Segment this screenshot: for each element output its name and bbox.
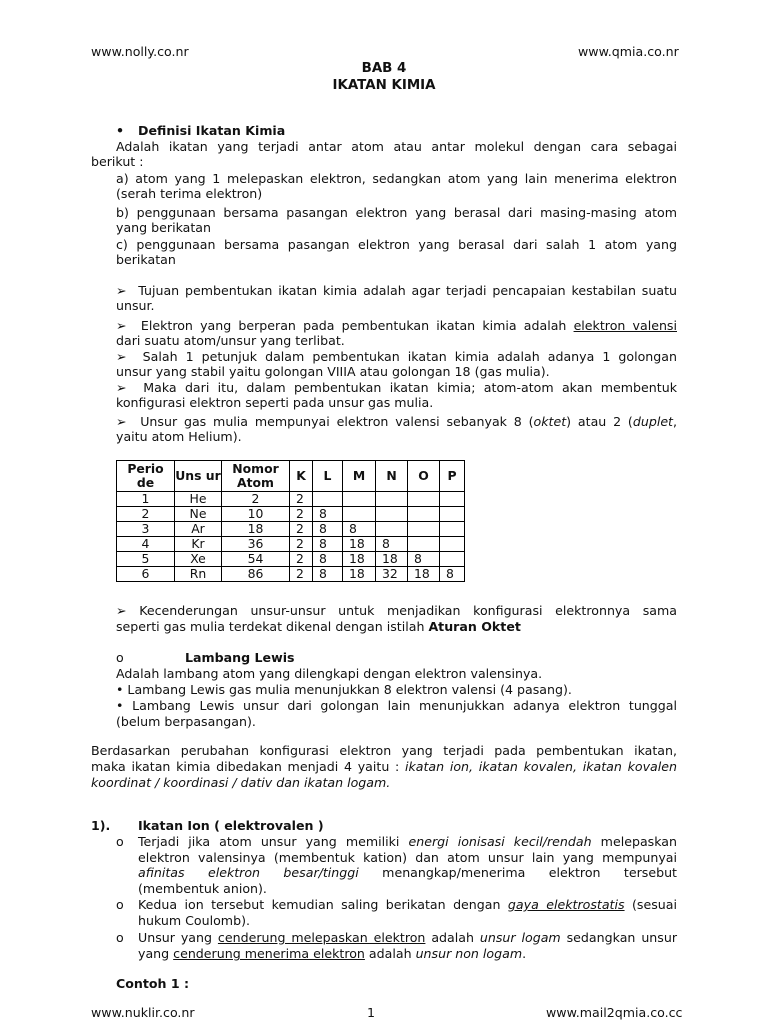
section-number: 1). xyxy=(91,818,111,833)
table-cell xyxy=(408,537,440,552)
table-header-row xyxy=(117,461,465,492)
table-row xyxy=(117,492,465,507)
table-cell xyxy=(343,507,376,522)
footer-right-url: www.mail2qmia.co.cc xyxy=(546,1005,683,1020)
table-cell: 8 xyxy=(313,537,343,552)
table-row xyxy=(117,537,465,552)
table-cell: 54 xyxy=(222,552,290,567)
table-cell: 2 xyxy=(290,492,313,507)
definisi-point-b: b) penggunaan bersama pasangan elektron yang berasal dari masing-masing atom yang berikatan xyxy=(116,205,677,235)
table-cell: 18 xyxy=(343,567,376,582)
column-header: L xyxy=(313,461,343,492)
table-cell: 18 xyxy=(376,552,408,567)
arrow-bullet-icon: ➢ xyxy=(116,380,127,395)
table-cell: 8 xyxy=(408,552,440,567)
table-cell: 8 xyxy=(313,552,343,567)
chapter-name: IKATAN KIMIA xyxy=(332,78,436,93)
definisi-intro: Adalah ikatan yang terjadi antar atom atau antar molekul dengan cara sebagai xyxy=(116,139,677,154)
table-cell xyxy=(376,522,408,537)
definisi-point-a: a) atom yang 1 melepaskan elektron, sedangkan atom yang lain menerima elektron (serah terima elektron) xyxy=(116,171,677,201)
arrow-bullet-icon: ➢ xyxy=(116,603,127,618)
arrow-point-konfigurasi: ➢ Maka dari itu, dalam pembentukan ikatan kimia; atom-atom akan membentuk konfigurasi elektron seperti pada unsur gas mulia. xyxy=(116,380,677,410)
table-cell: 8 xyxy=(313,567,343,582)
column-header: Perio de xyxy=(117,461,175,492)
table-cell: 2 xyxy=(290,507,313,522)
table-cell: 8 xyxy=(376,537,408,552)
page-number: 1 xyxy=(367,1005,376,1020)
table-cell: 2 xyxy=(290,567,313,582)
table-cell: 8 xyxy=(343,522,376,537)
table-cell: 8 xyxy=(313,507,343,522)
arrow-point-golongan: ➢ Salah 1 petunjuk dalam pembentukan ikatan kimia adalah adanya 1 golongan unsur yang stabil yaitu golongan VIIIA atau golongan 18 (gas mulia). xyxy=(116,349,677,379)
table-cell: 10 xyxy=(222,507,290,522)
arrow-point-valensi: ➢ Elektron yang berperan pada pembentukan ikatan kimia adalah elektron valensi dari suatu atom/unsur yang terlibat. xyxy=(116,318,677,348)
column-header: O xyxy=(408,461,440,492)
table-cell: 32 xyxy=(376,567,408,582)
lewis-body: Adalah lambang atom yang dilengkapi dengan elektron valensinya. • Lambang Lewis gas mulia menunjukkan 8 elektron valensi (4 pasang). • Lambang Lewis unsur dari golongan lain menunjukkan adanya elektron tunggal (belum berpasangan). xyxy=(116,666,677,729)
definisi-bullet: • xyxy=(116,123,125,138)
page-title xyxy=(0,60,768,94)
definisi-intro-end: berikut : xyxy=(91,154,144,169)
table-cell xyxy=(343,492,376,507)
table-cell: 2 xyxy=(117,507,175,522)
table-cell: 5 xyxy=(117,552,175,567)
table-cell: 18 xyxy=(408,567,440,582)
arrow-bullet-icon: ➢ xyxy=(116,283,127,298)
table-cell: Xe xyxy=(175,552,222,567)
definisi-point-c: c) penggunaan bersama pasangan elektron yang berasal dari salah 1 atom yang berikatan xyxy=(116,237,677,267)
summary-paragraph: Berdasarkan perubahan konfigurasi elektron yang terjadi pada pembentukan ikatan, maka ikatan kimia dibedakan menjadi 4 yaitu : ikatan ion, ikatan kovalen, ikatan kovalen koordinat / koordinasi / dativ dan ikatan logam. xyxy=(91,743,677,790)
table-cell: Kr xyxy=(175,537,222,552)
table-cell: 18 xyxy=(343,552,376,567)
lewis-bullet: o xyxy=(116,650,124,665)
ion-point-3: Unsur yang cenderung melepaskan elektron adalah unsur logam sedangkan unsur yang cenderung menerima elektron adalah unsur non logam. xyxy=(138,930,677,961)
table-cell: 8 xyxy=(313,522,343,537)
table-cell: 1 xyxy=(117,492,175,507)
arrow-bullet-icon: ➢ xyxy=(116,414,127,429)
column-header: P xyxy=(440,461,465,492)
table-cell xyxy=(408,507,440,522)
table-row xyxy=(117,552,465,567)
table-cell: 18 xyxy=(222,522,290,537)
column-header: M xyxy=(343,461,376,492)
table-cell: He xyxy=(175,492,222,507)
table-cell xyxy=(408,522,440,537)
table-cell xyxy=(376,507,408,522)
table-cell: Ne xyxy=(175,507,222,522)
ion-bullet: o xyxy=(116,834,124,849)
arrow-point-oktet: ➢ Unsur gas mulia mempunyai elektron valensi sebanyak 8 (oktet) atau 2 (duplet, yaitu atom Helium). xyxy=(116,414,678,444)
column-header: N xyxy=(376,461,408,492)
table-cell: 8 xyxy=(440,567,465,582)
arrow-bullet-icon: ➢ xyxy=(116,349,127,364)
table-cell xyxy=(440,522,465,537)
definisi-heading: Definisi Ikatan Kimia xyxy=(138,123,286,138)
table-cell xyxy=(440,507,465,522)
column-header: K xyxy=(290,461,313,492)
ion-point-1: Terjadi jika atom unsur yang memiliki energi ionisasi kecil/rendah melepaskan elektron valensinya (membentuk kation) dan atom unsur lain yang mempunyai afinitas elektron besar/tinggi menangkap/menerima elektron tersebut (membentuk anion). xyxy=(138,834,677,896)
table-cell: 2 xyxy=(290,537,313,552)
footer-left-url: www.nuklir.co.nr xyxy=(91,1005,195,1020)
table-cell: Ar xyxy=(175,522,222,537)
lewis-heading: Lambang Lewis xyxy=(185,650,295,665)
header-left-url: www.nolly.co.nr xyxy=(91,44,189,59)
table-cell xyxy=(408,492,440,507)
arrow-point-tujuan: ➢ Tujuan pembentukan ikatan kimia adalah agar terjadi pencapaian kestabilan suatu unsur. xyxy=(116,283,677,313)
section-heading-ikatan-ion: Ikatan Ion ( elektrovalen ) xyxy=(138,818,324,833)
table-row xyxy=(117,522,465,537)
table-cell: Rn xyxy=(175,567,222,582)
table-cell xyxy=(440,492,465,507)
table-cell: 18 xyxy=(343,537,376,552)
table-cell: 36 xyxy=(222,537,290,552)
electron-configuration-table xyxy=(116,460,465,582)
table-cell: 2 xyxy=(290,552,313,567)
table-cell: 2 xyxy=(290,522,313,537)
table-cell: 3 xyxy=(117,522,175,537)
column-header: Uns ur xyxy=(175,461,222,492)
table-row xyxy=(117,507,465,522)
table-cell xyxy=(440,537,465,552)
chapter-label: BAB 4 xyxy=(361,61,407,76)
ion-bullet: o xyxy=(116,930,124,945)
column-header: Nomor Atom xyxy=(222,461,290,492)
table-cell xyxy=(440,552,465,567)
table-cell: 2 xyxy=(222,492,290,507)
contoh-label: Contoh 1 : xyxy=(116,976,190,991)
table-cell: 86 xyxy=(222,567,290,582)
oktet-paragraph: ➢ Kecenderungan unsur-unsur untuk menjadikan konfigurasi elektronnya sama seperti gas mulia terdekat dikenal dengan istilah Aturan Oktet xyxy=(116,603,677,634)
table-cell xyxy=(376,492,408,507)
table-cell: 6 xyxy=(117,567,175,582)
ion-bullet: o xyxy=(116,897,124,912)
table-row xyxy=(117,567,465,582)
table-cell: 4 xyxy=(117,537,175,552)
arrow-bullet-icon: ➢ xyxy=(116,318,127,333)
ion-point-2: Kedua ion tersebut kemudian saling berikatan dengan gaya elektrostatis (sesuai hukum Coulomb). xyxy=(138,897,677,928)
header-right-url: www.qmia.co.nr xyxy=(578,44,679,59)
table-cell xyxy=(313,492,343,507)
